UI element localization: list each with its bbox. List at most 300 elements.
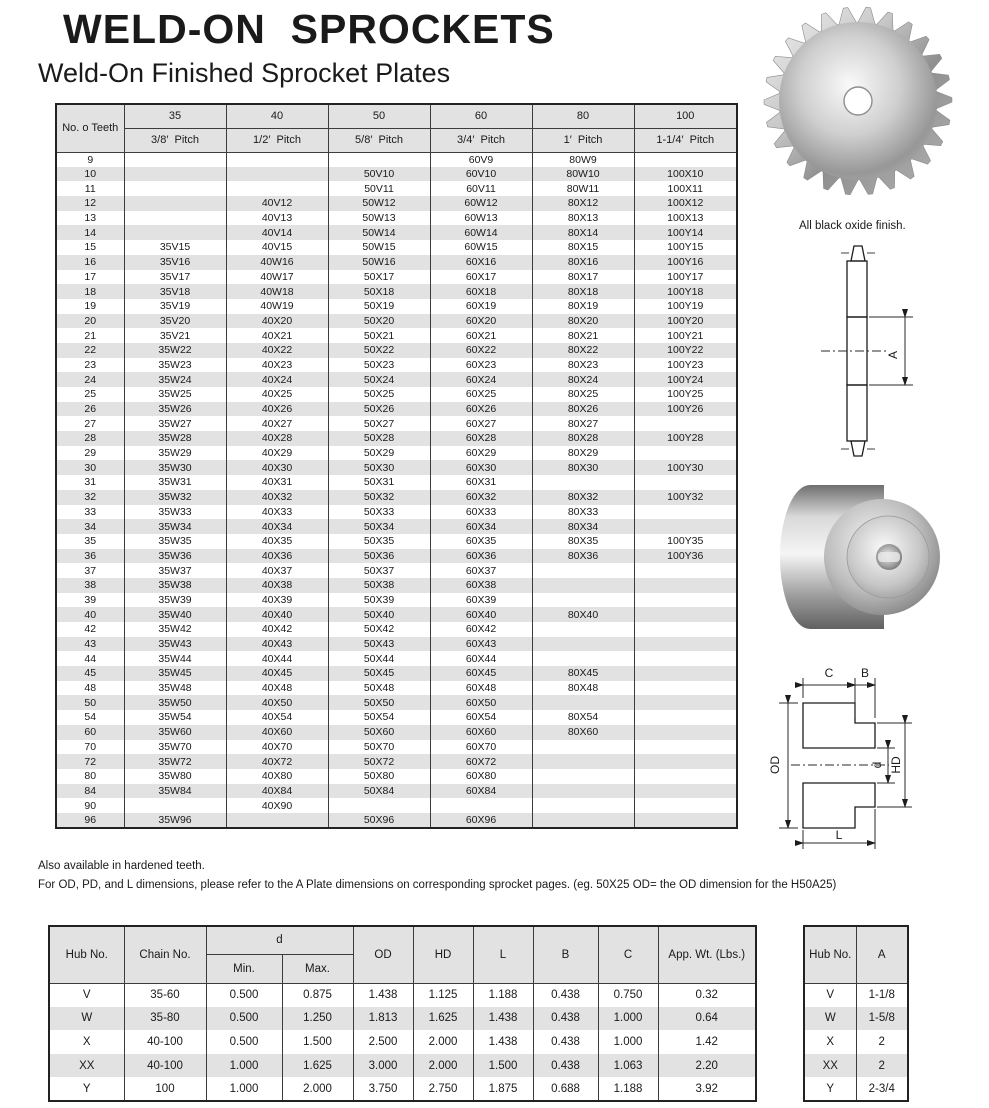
- hub-a-row: [804, 1077, 908, 1101]
- part-number-cell: 40X40: [226, 607, 328, 622]
- hub-no-cell: XX: [804, 1054, 856, 1078]
- a-value-cell: 2: [856, 1030, 908, 1054]
- sprocket-row: [56, 181, 737, 196]
- part-number-cell: 35W40: [124, 607, 226, 622]
- pitch-header: 1-1/4′ Pitch: [634, 128, 737, 152]
- part-number-cell: 35V19: [124, 299, 226, 314]
- part-number-cell: 35W80: [124, 769, 226, 784]
- hub-value-cell: 1.42: [658, 1030, 756, 1054]
- hatched-section-bottom: [847, 385, 867, 441]
- part-number-cell: [634, 519, 737, 534]
- hub-value-cell: 3.92: [658, 1077, 756, 1101]
- part-number-cell: 60V10: [430, 167, 532, 182]
- part-number-cell: 60V9: [430, 152, 532, 167]
- hub-value-cell: 40-100: [124, 1030, 206, 1054]
- hub-value-cell: 1.000: [206, 1077, 282, 1101]
- part-number-cell: [532, 475, 634, 490]
- teeth-count: 31: [56, 475, 124, 490]
- part-number-cell: 50X33: [328, 505, 430, 520]
- hub-row: [49, 1077, 756, 1101]
- part-number-cell: [124, 181, 226, 196]
- hub-a-row: [804, 1030, 908, 1054]
- part-number-cell: 50W14: [328, 225, 430, 240]
- part-number-cell: 40X29: [226, 446, 328, 461]
- sprocket-row: [56, 637, 737, 652]
- part-number-cell: 35W54: [124, 710, 226, 725]
- part-number-cell: 60X45: [430, 666, 532, 681]
- part-number-cell: [634, 769, 737, 784]
- part-number-cell: 40X45: [226, 666, 328, 681]
- sprocket-row: [56, 240, 737, 255]
- part-number-cell: 50X34: [328, 519, 430, 534]
- part-number-cell: 35W34: [124, 519, 226, 534]
- pitch-header-row: [56, 128, 737, 152]
- part-number-cell: 50X42: [328, 622, 430, 637]
- part-number-cell: 80X12: [532, 196, 634, 211]
- b-header: B: [533, 926, 598, 983]
- teeth-count: 84: [56, 784, 124, 799]
- part-number-cell: 60X43: [430, 637, 532, 652]
- hub-no-cell: V: [804, 983, 856, 1007]
- teeth-count: 23: [56, 358, 124, 373]
- part-number-cell: 40W18: [226, 284, 328, 299]
- part-number-cell: 80X32: [532, 490, 634, 505]
- part-number-cell: 60W14: [430, 225, 532, 240]
- hub-value-cell: 1.125: [413, 983, 473, 1007]
- part-number-cell: 100Y21: [634, 328, 737, 343]
- part-number-cell: 80X22: [532, 343, 634, 358]
- part-number-cell: 35W31: [124, 475, 226, 490]
- teeth-count: 48: [56, 681, 124, 696]
- part-number-cell: 40X44: [226, 651, 328, 666]
- weight-header: App. Wt. (Lbs.): [658, 926, 756, 983]
- part-number-cell: 60W12: [430, 196, 532, 211]
- part-number-cell: 50W12: [328, 196, 430, 211]
- part-number-cell: 35W32: [124, 490, 226, 505]
- part-number-cell: 60X72: [430, 754, 532, 769]
- part-number-cell: 80X48: [532, 681, 634, 696]
- teeth-count: 40: [56, 607, 124, 622]
- part-number-cell: 50X31: [328, 475, 430, 490]
- part-number-cell: [124, 798, 226, 813]
- a-value-cell: 2-3/4: [856, 1077, 908, 1101]
- part-number-cell: 40V15: [226, 240, 328, 255]
- part-number-cell: 50X19: [328, 299, 430, 314]
- part-number-cell: 40X35: [226, 534, 328, 549]
- teeth-count: 43: [56, 637, 124, 652]
- part-number-cell: [328, 798, 430, 813]
- teeth-count: 44: [56, 651, 124, 666]
- part-number-cell: 35W28: [124, 431, 226, 446]
- part-number-cell: 40X72: [226, 754, 328, 769]
- hub-value-cell: 1.188: [598, 1077, 658, 1101]
- hub-value-cell: 0.438: [533, 1054, 598, 1078]
- hub-value-cell: 100: [124, 1077, 206, 1101]
- hub-no-header: Hub No.: [49, 926, 124, 983]
- hub-value-cell: 0.500: [206, 983, 282, 1007]
- teeth-count: 96: [56, 813, 124, 828]
- sprocket-row: [56, 270, 737, 285]
- part-number-cell: 100X13: [634, 211, 737, 226]
- hub-section-drawing: [765, 658, 980, 858]
- sprocket-row: [56, 431, 737, 446]
- part-number-cell: 50X25: [328, 387, 430, 402]
- pitch-header: 3/4′ Pitch: [430, 128, 532, 152]
- sprocket-row: [56, 314, 737, 329]
- part-number-cell: [226, 813, 328, 828]
- teeth-count: 24: [56, 372, 124, 387]
- hub-value-cell: 0.500: [206, 1030, 282, 1054]
- hub-no-cell: XX: [49, 1054, 124, 1078]
- hub-no-header: Hub No.: [804, 926, 856, 983]
- hub-value-cell: 1.625: [282, 1054, 353, 1078]
- part-number-cell: 40X60: [226, 725, 328, 740]
- sprocket-row: [56, 446, 737, 461]
- part-number-cell: 80X26: [532, 402, 634, 417]
- part-number-cell: 60X29: [430, 446, 532, 461]
- chain-size-header: 80: [532, 104, 634, 128]
- part-number-cell: [124, 152, 226, 167]
- hub-value-cell: 2.500: [353, 1030, 413, 1054]
- sprocket-row: [56, 167, 737, 182]
- part-number-cell: 80X16: [532, 255, 634, 270]
- part-number-cell: 60X50: [430, 695, 532, 710]
- hub-row: [49, 983, 756, 1007]
- part-number-cell: 50X21: [328, 328, 430, 343]
- part-number-cell: 40X31: [226, 475, 328, 490]
- teeth-count: 12: [56, 196, 124, 211]
- part-number-cell: 100Y20: [634, 314, 737, 329]
- sprocket-row: [56, 769, 737, 784]
- part-number-cell: 80X54: [532, 710, 634, 725]
- teeth-count: 34: [56, 519, 124, 534]
- part-number-cell: 35V16: [124, 255, 226, 270]
- part-number-cell: 60X84: [430, 784, 532, 799]
- sprocket-row: [56, 563, 737, 578]
- dim-label-od: OD: [768, 756, 782, 774]
- sprocket-row: [56, 358, 737, 373]
- part-number-cell: [532, 637, 634, 652]
- part-number-cell: 100Y35: [634, 534, 737, 549]
- part-number-cell: 35V21: [124, 328, 226, 343]
- teeth-count: 27: [56, 416, 124, 431]
- page-subtitle: Weld-On Finished Sprocket Plates: [38, 58, 451, 88]
- part-number-cell: 35V18: [124, 284, 226, 299]
- gear-bore-hole: [844, 87, 872, 115]
- part-number-cell: [634, 681, 737, 696]
- part-number-cell: [634, 505, 737, 520]
- part-number-cell: 60X26: [430, 402, 532, 417]
- part-number-cell: [634, 578, 737, 593]
- teeth-count: 9: [56, 152, 124, 167]
- part-number-cell: [634, 813, 737, 828]
- part-number-cell: [532, 798, 634, 813]
- sprocket-row: [56, 754, 737, 769]
- part-number-cell: 60X30: [430, 460, 532, 475]
- part-number-cell: 80X14: [532, 225, 634, 240]
- part-number-cell: 60X18: [430, 284, 532, 299]
- teeth-count: 17: [56, 270, 124, 285]
- part-number-cell: 50X24: [328, 372, 430, 387]
- hub-photo: [770, 475, 970, 640]
- sprocket-row: [56, 622, 737, 637]
- part-number-cell: 35W50: [124, 695, 226, 710]
- part-number-cell: 80X13: [532, 211, 634, 226]
- sprocket-row: [56, 784, 737, 799]
- part-number-cell: 50W15: [328, 240, 430, 255]
- part-number-cell: 100X10: [634, 167, 737, 182]
- a-header: A: [856, 926, 908, 983]
- sprocket-row: [56, 284, 737, 299]
- dim-label-d: d: [870, 761, 884, 769]
- part-number-cell: [532, 740, 634, 755]
- part-number-cell: [634, 152, 737, 167]
- sprocket-row: [56, 798, 737, 813]
- sprocket-row: [56, 710, 737, 725]
- part-number-cell: 60X23: [430, 358, 532, 373]
- hub-value-cell: 3.750: [353, 1077, 413, 1101]
- part-number-cell: 80X60: [532, 725, 634, 740]
- sprocket-row: [56, 549, 737, 564]
- part-number-cell: 50X37: [328, 563, 430, 578]
- part-number-cell: 80X45: [532, 666, 634, 681]
- sprocket-row: [56, 416, 737, 431]
- part-number-cell: 50X50: [328, 695, 430, 710]
- part-number-cell: [634, 563, 737, 578]
- part-number-cell: 40X23: [226, 358, 328, 373]
- bottom-tooth-profile: [851, 441, 865, 456]
- part-number-cell: 60X39: [430, 593, 532, 608]
- sprocket-row: [56, 460, 737, 475]
- part-number-cell: 80W11: [532, 181, 634, 196]
- part-number-cell: 80X23: [532, 358, 634, 373]
- part-number-cell: 80X35: [532, 534, 634, 549]
- part-number-cell: 40X90: [226, 798, 328, 813]
- part-number-cell: 100Y16: [634, 255, 737, 270]
- part-number-cell: [124, 225, 226, 240]
- sprocket-row: [56, 651, 737, 666]
- pitch-header: 1/2′ Pitch: [226, 128, 328, 152]
- sprocket-part-table: [55, 103, 738, 829]
- part-number-cell: 35W36: [124, 549, 226, 564]
- hub-value-cell: 2.750: [413, 1077, 473, 1101]
- hub-no-cell: X: [49, 1030, 124, 1054]
- part-number-cell: 80X24: [532, 372, 634, 387]
- teeth-count: 37: [56, 563, 124, 578]
- chain-no-header: Chain No.: [124, 926, 206, 983]
- teeth-count: 30: [56, 460, 124, 475]
- sprocket-row: [56, 475, 737, 490]
- pitch-header: 5/8′ Pitch: [328, 128, 430, 152]
- sprocket-row: [56, 372, 737, 387]
- d-max-header: Max.: [282, 954, 353, 983]
- part-number-cell: 40X54: [226, 710, 328, 725]
- part-number-cell: 50V10: [328, 167, 430, 182]
- part-number-cell: 40W19: [226, 299, 328, 314]
- sprocket-row: [56, 578, 737, 593]
- part-number-cell: 35W38: [124, 578, 226, 593]
- sprocket-row: [56, 490, 737, 505]
- part-number-cell: 40X39: [226, 593, 328, 608]
- hub-value-cell: 0.750: [598, 983, 658, 1007]
- part-number-cell: [532, 695, 634, 710]
- part-number-cell: 50X35: [328, 534, 430, 549]
- part-number-cell: 60X22: [430, 343, 532, 358]
- part-number-cell: 60X42: [430, 622, 532, 637]
- teeth-count: 35: [56, 534, 124, 549]
- hub-value-cell: 1.500: [282, 1030, 353, 1054]
- hub-value-cell: 1.438: [473, 1030, 533, 1054]
- hub-value-cell: 1.625: [413, 1007, 473, 1031]
- part-number-cell: [634, 710, 737, 725]
- part-number-cell: 60X25: [430, 387, 532, 402]
- hub-value-cell: 0.32: [658, 983, 756, 1007]
- part-number-cell: 40W17: [226, 270, 328, 285]
- part-number-cell: 50X30: [328, 460, 430, 475]
- part-number-cell: 60X16: [430, 255, 532, 270]
- part-number-cell: 40X26: [226, 402, 328, 417]
- hub-value-cell: 0.875: [282, 983, 353, 1007]
- teeth-count: 72: [56, 754, 124, 769]
- part-number-cell: [532, 784, 634, 799]
- sprocket-row: [56, 666, 737, 681]
- teeth-count: 33: [56, 505, 124, 520]
- part-number-cell: 50X48: [328, 681, 430, 696]
- a-value-cell: 2: [856, 1054, 908, 1078]
- chain-size-header: 60: [430, 104, 532, 128]
- hub-a-row: [804, 1007, 908, 1031]
- part-number-cell: 35W23: [124, 358, 226, 373]
- part-number-cell: 60X19: [430, 299, 532, 314]
- part-number-cell: [634, 725, 737, 740]
- part-number-cell: [634, 607, 737, 622]
- note-hardened-teeth: Also available in hardened teeth.: [38, 860, 205, 872]
- part-number-cell: [532, 769, 634, 784]
- part-number-cell: 40X50: [226, 695, 328, 710]
- part-number-cell: 50X20: [328, 314, 430, 329]
- teeth-count: 60: [56, 725, 124, 740]
- hub-value-cell: 3.000: [353, 1054, 413, 1078]
- sprocket-row: [56, 299, 737, 314]
- note-dimensions: For OD, PD, and L dimensions, please refer to the A Plate dimensions on corresponding sprocket pages. (eg. 50X25 OD= the OD dimension for the H50A25): [38, 879, 837, 891]
- hub-row: [49, 1054, 756, 1078]
- teeth-count: 32: [56, 490, 124, 505]
- part-number-cell: 40X70: [226, 740, 328, 755]
- part-number-cell: 40X33: [226, 505, 328, 520]
- hub-value-cell: 1.000: [598, 1007, 658, 1031]
- part-number-cell: [430, 798, 532, 813]
- part-number-cell: [634, 475, 737, 490]
- part-number-cell: 50X27: [328, 416, 430, 431]
- part-number-cell: 35W35: [124, 534, 226, 549]
- part-number-cell: 40X27: [226, 416, 328, 431]
- part-number-cell: 50X70: [328, 740, 430, 755]
- part-number-cell: 100Y28: [634, 431, 737, 446]
- hub-value-cell: 0.438: [533, 983, 598, 1007]
- teeth-count: 19: [56, 299, 124, 314]
- dim-label-a: A: [886, 350, 900, 360]
- part-number-cell: 100Y25: [634, 387, 737, 402]
- part-number-cell: 50X29: [328, 446, 430, 461]
- pitch-header: 3/8′ Pitch: [124, 128, 226, 152]
- part-number-cell: 60X21: [430, 328, 532, 343]
- part-number-cell: [124, 196, 226, 211]
- teeth-count: 36: [56, 549, 124, 564]
- part-number-cell: 60X24: [430, 372, 532, 387]
- part-number-cell: 60X27: [430, 416, 532, 431]
- sprocket-row: [56, 505, 737, 520]
- dim-label-b: B: [860, 666, 870, 680]
- part-number-cell: [532, 622, 634, 637]
- part-number-cell: 40X48: [226, 681, 328, 696]
- sprocket-row: [56, 402, 737, 417]
- part-number-cell: 100Y18: [634, 284, 737, 299]
- part-number-cell: 50X40: [328, 607, 430, 622]
- part-number-cell: 100Y32: [634, 490, 737, 505]
- part-number-cell: 80X17: [532, 270, 634, 285]
- hub-no-cell: W: [49, 1007, 124, 1031]
- d-header: d: [206, 926, 353, 954]
- hub-value-cell: 1.000: [206, 1054, 282, 1078]
- sprocket-row: [56, 196, 737, 211]
- chain-size-header-row: [56, 104, 737, 128]
- part-number-cell: 80X20: [532, 314, 634, 329]
- part-number-cell: 35W24: [124, 372, 226, 387]
- part-number-cell: 40V14: [226, 225, 328, 240]
- part-number-cell: 80X29: [532, 446, 634, 461]
- hub-no-cell: W: [804, 1007, 856, 1031]
- part-number-cell: 100Y22: [634, 343, 737, 358]
- part-number-cell: 50X28: [328, 431, 430, 446]
- teeth-count: 70: [56, 740, 124, 755]
- sprocket-photo: [755, 5, 965, 197]
- part-number-cell: 40V12: [226, 196, 328, 211]
- part-number-cell: 60X96: [430, 813, 532, 828]
- part-number-cell: 35W29: [124, 446, 226, 461]
- top-tooth-profile: [851, 246, 865, 261]
- sprocket-row: [56, 607, 737, 622]
- part-number-cell: 35W45: [124, 666, 226, 681]
- part-number-cell: [634, 666, 737, 681]
- hub-value-cell: 2.000: [282, 1077, 353, 1101]
- part-number-cell: 40W16: [226, 255, 328, 270]
- part-number-cell: [634, 651, 737, 666]
- section-lower-half: [803, 783, 875, 828]
- part-number-cell: 60V11: [430, 181, 532, 196]
- sprocket-row: [56, 740, 737, 755]
- teeth-count: 10: [56, 167, 124, 182]
- part-number-cell: 35W96: [124, 813, 226, 828]
- teeth-count: 20: [56, 314, 124, 329]
- hub-row: [49, 1007, 756, 1031]
- part-number-cell: 35W84: [124, 784, 226, 799]
- part-number-cell: [328, 152, 430, 167]
- part-number-cell: 60X32: [430, 490, 532, 505]
- teeth-count: 13: [56, 211, 124, 226]
- part-number-cell: 80X30: [532, 460, 634, 475]
- teeth-column-header: No. o Teeth: [56, 104, 124, 152]
- teeth-count: 42: [56, 622, 124, 637]
- part-number-cell: 35V17: [124, 270, 226, 285]
- part-number-cell: 60W15: [430, 240, 532, 255]
- part-number-cell: 35V20: [124, 314, 226, 329]
- part-number-cell: 80X33: [532, 505, 634, 520]
- part-number-cell: 60X60: [430, 725, 532, 740]
- a-value-cell: 1-1/8: [856, 983, 908, 1007]
- part-number-cell: 35W30: [124, 460, 226, 475]
- hub-a-row: [804, 983, 908, 1007]
- hub-value-cell: 2.000: [413, 1054, 473, 1078]
